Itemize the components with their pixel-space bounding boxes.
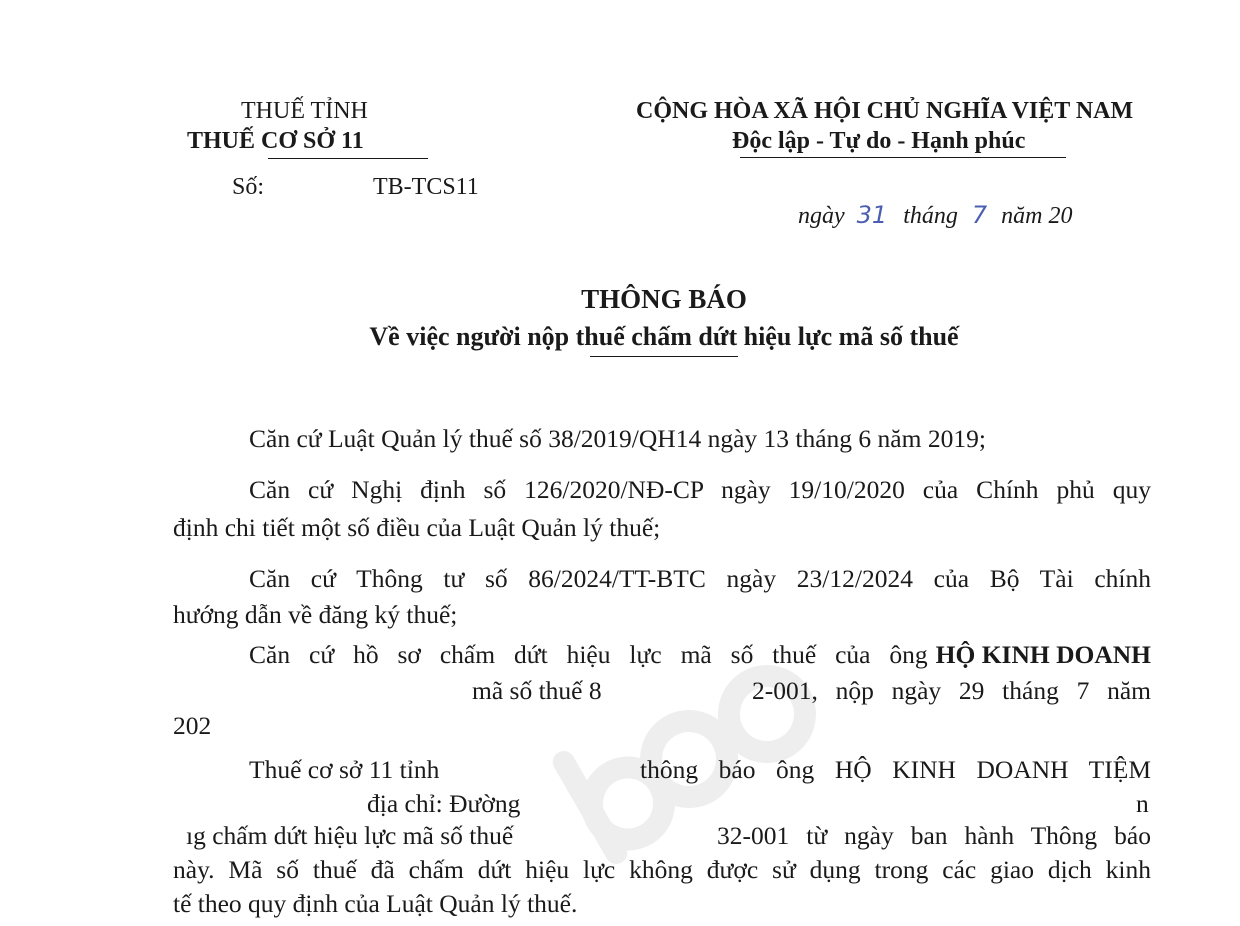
year-label: năm 20 bbox=[1001, 203, 1073, 229]
paragraph-5-line2-b: n bbox=[1136, 789, 1149, 818]
month-label: tháng bbox=[903, 203, 958, 229]
day-value: 31 bbox=[856, 201, 888, 229]
motto-underline bbox=[740, 157, 1066, 158]
paragraph-5-line5: tế theo quy định của Luật Quản lý thuế. bbox=[173, 889, 578, 918]
paragraph-5-line3-b: 32-001 từ ngày ban hành Thông báo bbox=[717, 821, 1151, 850]
paragraph-3-line2: hướng dẫn về đăng ký thuế; bbox=[173, 600, 458, 629]
agency-line1: THUẾ TỈNH bbox=[241, 98, 368, 124]
day-label: ngày bbox=[798, 203, 845, 229]
agency-underline bbox=[268, 158, 428, 159]
doc-subtitle: Về việc người nộp thuế chấm dứt hiệu lực mã số thuế bbox=[369, 322, 959, 351]
month-value: 7 bbox=[971, 201, 988, 229]
business-name: HỘ KINH DOANH bbox=[935, 640, 1151, 669]
doc-title: THÔNG BÁO bbox=[581, 284, 747, 314]
paragraph-5-line4: này. Mã số thuế đã chấm dứt hiệu lực không được sử dụng trong các giao dịch kinh bbox=[173, 855, 1151, 884]
paragraph-1: Căn cứ Luật Quản lý thuế số 38/2019/QH14 ngày 13 tháng 6 năm 2019; bbox=[249, 424, 986, 453]
paragraph-4-line1-text: Căn cứ hồ sơ chấm dứt hiệu lực mã số thuế của ông bbox=[249, 640, 928, 669]
nation-title: CỘNG HÒA XÃ HỘI CHỦ NGHĨA VIỆT NAM bbox=[636, 98, 1134, 124]
paragraph-5-line2-a: địa chỉ: Đường bbox=[367, 789, 521, 818]
title-underline bbox=[590, 356, 738, 357]
paragraph-5-line3-a: ıg chấm dứt hiệu lực mã số thuế bbox=[186, 821, 514, 850]
paragraph-2-line2: định chi tiết một số điều của Luật Quản lý thuế; bbox=[173, 513, 661, 542]
paragraph-5-line1-a: Thuế cơ sở 11 tỉnh bbox=[249, 755, 440, 784]
paragraph-2-line1: Căn cứ Nghị định số 126/2020/NĐ-CP ngày 19/10/2020 của Chính phủ quy bbox=[249, 475, 1151, 504]
doc-number-code: TB-TCS11 bbox=[373, 174, 479, 200]
paragraph-5-line1-b: thông báo ông HỘ KINH DOANH TIỆM bbox=[640, 755, 1151, 784]
paragraph-3-line1: Căn cứ Thông tư số 86/2024/TT-BTC ngày 23/12/2024 của Bộ Tài chính bbox=[249, 564, 1151, 593]
agency-line2: THUẾ CƠ SỞ 11 bbox=[187, 128, 364, 154]
doc-number-label: Số: bbox=[232, 174, 265, 200]
paragraph-4-line2-b: 2-001, nộp ngày 29 tháng 7 năm bbox=[752, 676, 1151, 705]
paragraph-4-line3: 202 bbox=[173, 711, 212, 740]
paragraph-4-line1 bbox=[249, 640, 1151, 670]
paragraph-4-line2-a: mã số thuế 8 bbox=[472, 676, 602, 705]
national-motto: Độc lập - Tự do - Hạnh phúc bbox=[732, 128, 1026, 154]
date-line bbox=[798, 201, 1073, 230]
